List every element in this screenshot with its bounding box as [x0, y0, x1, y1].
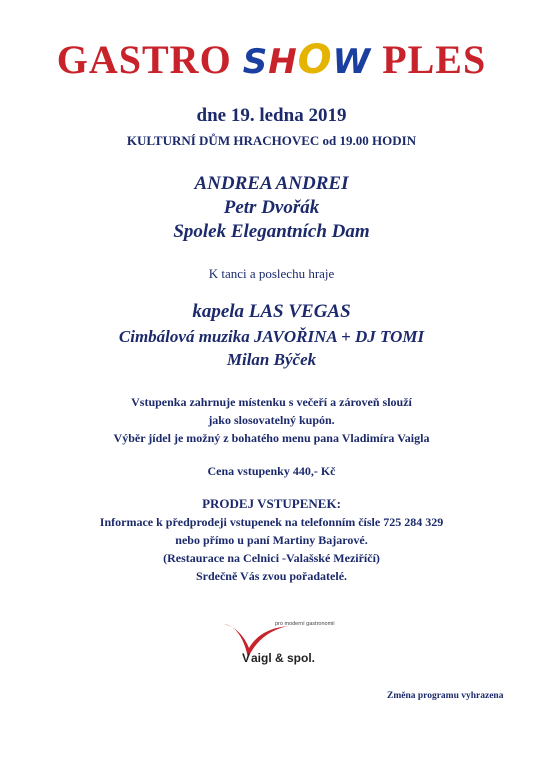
vaigl-logo — [222, 618, 352, 670]
music-intro: K tanci a poslechu hraje — [208, 266, 335, 281]
ticket-info-line-2: jako slosovatelný kupón. — [208, 413, 335, 427]
logo-initial: V — [242, 651, 251, 665]
sales-heading: PRODEJ VSTUPENEK: — [202, 496, 341, 511]
title-letter-h: H — [268, 42, 298, 82]
guest-2: Petr Dvořák — [223, 197, 320, 218]
sales-line-3: (Restaurace na Celnici -Valašské Meziříčí) — [163, 551, 380, 565]
sales-line-1: Informace k předprodeji vstupenek na telefonním čísle 725 284 329 — [99, 515, 444, 529]
title-word-ples: PLES — [371, 37, 487, 82]
band-3: Milan Býček — [226, 350, 317, 369]
sales-line-4: Srdečně Vás zvou pořadatelé. — [195, 569, 348, 583]
title-letter-w: W — [332, 42, 372, 82]
ticket-info-line-3: Výběr jídel je možný z bohatého menu pana Vladimíra Vaigla — [113, 431, 430, 445]
title-word-show — [242, 37, 372, 83]
title-letter-s: S — [242, 42, 269, 82]
title-letter-o: O — [297, 37, 333, 83]
logo-name: aigl & spol. — [251, 651, 316, 665]
event-venue: KULTURNÍ DŮM HRACHOVEC od 19.00 HODIN — [126, 133, 417, 148]
guest-1: ANDREA ANDREI — [194, 173, 349, 194]
title-word-gastro: GASTRO — [56, 37, 243, 82]
event-title — [0, 36, 543, 83]
ticket-info-line-1: Vstupenka zahrnuje místenku s večeří a zároveň slouží — [131, 395, 412, 409]
ticket-price: Cena vstupenky 440,- Kč — [207, 464, 336, 478]
band-2: Cimbálová muzika JAVOŘINA + DJ TOMI — [118, 327, 425, 346]
guest-3: Spolek Elegantních Dam — [173, 221, 370, 242]
band-1: kapela LAS VEGAS — [192, 301, 351, 322]
event-date: dne 19. ledna 2019 — [196, 105, 347, 126]
logo-tagline: pro moderní gastronomii — [275, 621, 335, 627]
program-change-notice: Změna programu vyhrazena — [387, 691, 504, 701]
sales-line-2: nebo přímo u paní Martiny Bajarové. — [175, 533, 368, 547]
